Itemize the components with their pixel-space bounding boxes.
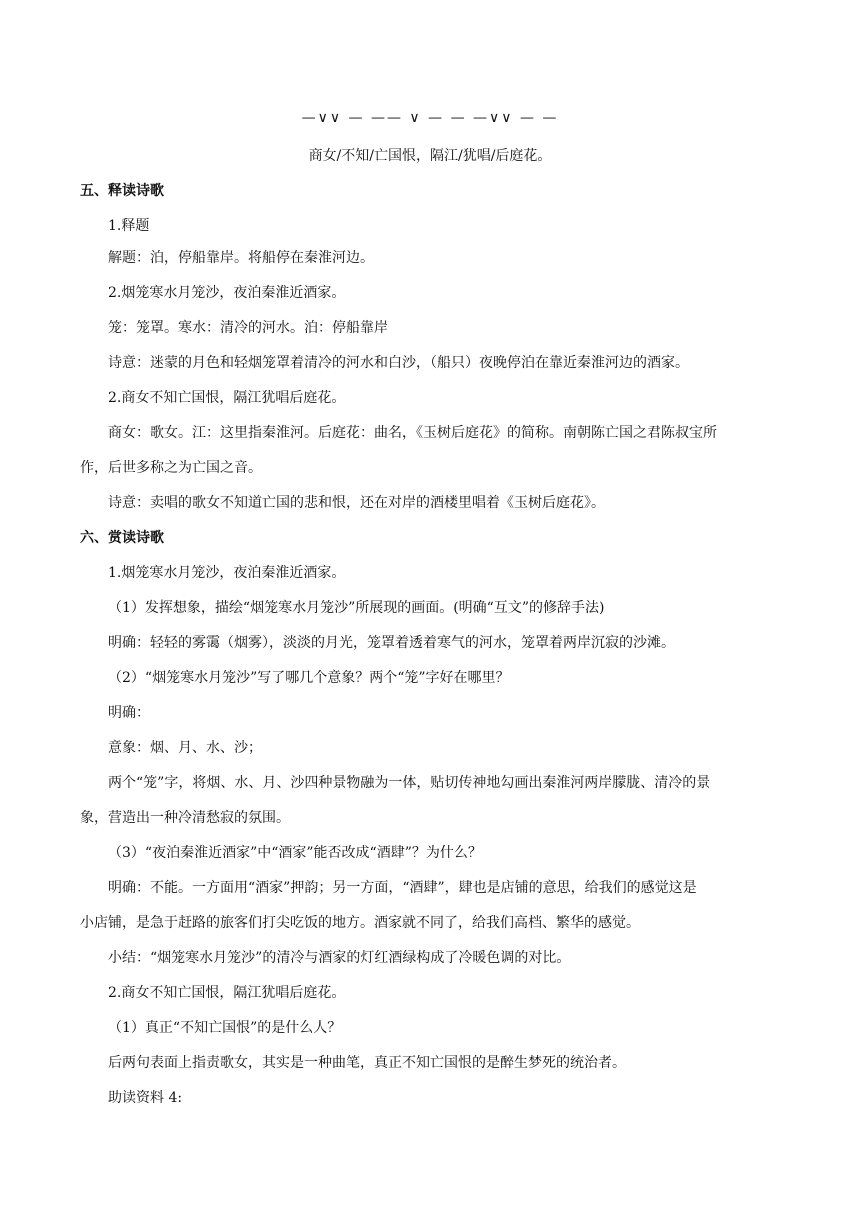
paragraph-line: 明确：不能。一方面用“酒家”押韵；另一方面，“酒肆”，肆也是店铺的意思，给我们的感觉这是 [108,880,697,896]
section-heading-6: 六、赏读诗歌 [80,530,164,546]
paragraph-line: （2）“烟笼寒水月笼沙”写了哪几个意象？两个“笼”字好在哪里？ [108,670,510,686]
paragraph-line: 小结：“烟笼寒水月笼沙”的清冷与酒家的灯红酒绿构成了冷暖色调的对比。 [108,950,571,966]
paragraph-line: 两个“笼”字，将烟、水、月、沙四种景物融为一体，贴切传神地勾画出秦淮河两岸朦胧、清冷的景 [108,775,711,791]
paragraph-line: 意象：烟、月、水、沙； [108,740,262,756]
paragraph-line: 2.商女不知亡国恨，隔江犹唱后庭花。 [108,390,346,406]
paragraph-line: 明确： [108,705,150,721]
section-heading-5: 五、释读诗歌 [80,183,164,199]
paragraph-line: 1.烟笼寒水月笼沙，夜泊秦淮近酒家。 [108,565,346,581]
paragraph-line: 2.商女不知亡国恨，隔江犹唱后庭花。 [108,985,346,1001]
paragraph-line: 诗意：卖唱的歌女不知道亡国的悲和恨，还在对岸的酒楼里唱着《玉树后庭花》。 [108,495,605,511]
paragraph-line: （1）真正“不知亡国恨”的是什么人？ [108,1020,342,1036]
meter-marks: —∨∨ — —— ∨ — — —∨∨ — — [301,110,559,126]
paragraph-line: 解题：泊，停船靠岸。将船停在秦淮河边。 [108,250,374,266]
paragraph-line: 笼：笼罩。寒水：清冷的河水。泊：停船靠岸 [108,320,388,336]
paragraph-line: （1）发挥想象，描绘“烟笼寒水月笼沙”所展现的画面。(明确“互文”的修辞手法) [108,600,605,616]
paragraph-line: 小店铺，是急于赶路的旅客们打尖吃饭的地方。酒家就不同了，给我们高档、繁华的感觉。 [80,915,640,931]
paragraph-line: 后两句表面上指责歌女，其实是一种曲笔，真正不知亡国恨的是醉生梦死的统治者。 [108,1055,626,1071]
paragraph-line: 1.释题 [108,218,150,234]
paragraph-line: 2.烟笼寒水月笼沙，夜泊秦淮近酒家。 [108,285,346,301]
paragraph-line: 象，营造出一种冷清愁寂的氛围。 [80,810,290,826]
meter-line: 商女/不知/亡国恨，隔江/犹唱/后庭花。 [308,148,552,164]
paragraph-line: 助读资料 4: [108,1090,183,1106]
paragraph-line: （3）“夜泊秦淮近酒家”中“酒家”能否改成“酒肆”？为什么？ [108,845,482,861]
paragraph-line: 诗意：迷蒙的月色和轻烟笼罩着清冷的河水和白沙，（船只）夜晚停泊在靠近秦淮河边的酒家。 [108,355,689,371]
paragraph-line: 商女：歌女。江：这里指秦淮河。后庭花：曲名，《玉树后庭花》的简称。南朝陈亡国之君陈叔宝所 [108,425,717,441]
paragraph-line: 作，后世多称之为亡国之音。 [80,460,262,476]
paragraph-line: 明确：轻轻的雾霭（烟雾），淡淡的月光，笼罩着透着寒气的河水，笼罩着两岸沉寂的沙滩。 [108,635,675,651]
